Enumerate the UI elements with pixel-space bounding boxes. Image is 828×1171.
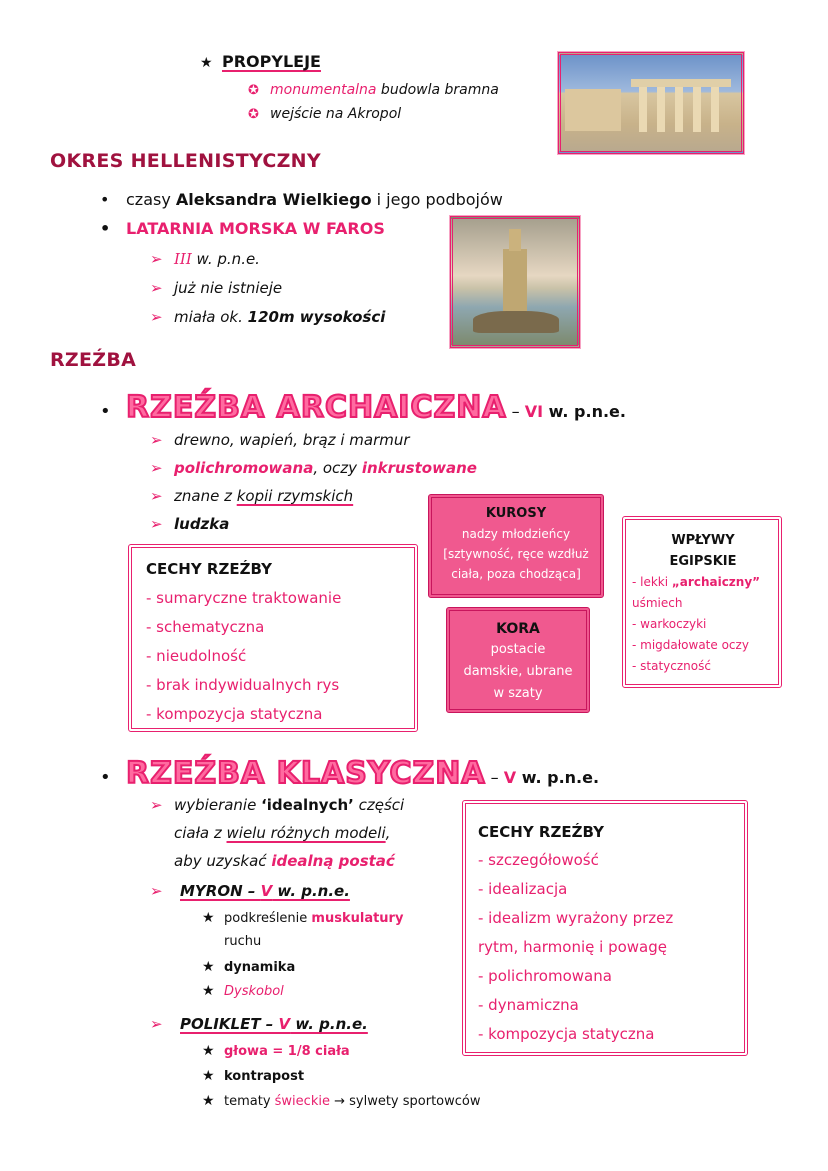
arrow-bullet-icon: ➢ — [150, 882, 163, 900]
archaic-item-3: ➢ znane z kopii rzymskich — [150, 487, 354, 505]
faros-item-2: ➢ już nie istnieje — [150, 279, 283, 297]
flower-bullet-icon: ✪ — [248, 107, 259, 122]
archaic-item-1: ➢ drewno, wapień, brąz i marmur — [150, 431, 410, 449]
propyleje-heading: ★ PROPYLEJE — [200, 52, 321, 71]
arrow-bullet-icon: ➢ — [150, 487, 163, 505]
arrow-bullet-icon: ➢ — [150, 250, 163, 268]
arrow-bullet-icon: ➢ — [150, 515, 163, 533]
archaic-heading: • RZEŹBA ARCHAICZNA – VI w. p.n.e. — [100, 390, 626, 425]
myron-item-1: ★ podkreślenie muskulatury — [202, 910, 404, 926]
section-heading-sculpture: RZEŹBA — [50, 349, 137, 371]
propyleje-item-2: ✪ wejście na Akropol — [248, 106, 402, 122]
myron-item-2: ★ dynamika — [202, 959, 296, 975]
classical-features-box: CECHY RZEŹBY - szczegółowość - idealizacja - idealizm wyrażony przez rytm, harmonię i powagę - polichromowana - dynamiczna - kompozycja statyczna — [462, 800, 748, 1056]
classical-heading: • RZEŹBA KLASYCZNA – V w. p.n.e. — [100, 756, 600, 791]
dot-bullet-icon: • — [100, 401, 111, 422]
flower-bullet-icon: ✪ — [248, 83, 259, 98]
hellenistic-bullet-2: • LATARNIA MORSKA W FAROS — [100, 219, 385, 238]
dot-bullet-icon: • — [100, 190, 110, 209]
star-bullet-icon: ★ — [202, 910, 215, 926]
star-bullet-icon: ★ — [202, 983, 215, 999]
star-bullet-icon: ★ — [200, 55, 213, 71]
pediment — [631, 79, 731, 87]
egyptian-influence-box: WPŁYWY EGIPSKIE - lekki „archaiczny” uśmiech - warkoczyki - migdałowate oczy - statyczność — [622, 516, 782, 688]
poliklet-heading: ➢ POLIKLET – V w. p.n.e. — [150, 1015, 368, 1033]
arrow-bullet-icon: ➢ — [150, 796, 163, 814]
star-bullet-icon: ★ — [202, 1093, 215, 1109]
faros-lighthouse-image — [450, 216, 580, 348]
star-bullet-icon: ★ — [202, 1068, 215, 1084]
arrow-bullet-icon: ➢ — [150, 279, 163, 297]
classical-intro-line-3: aby uzyskać idealną postać — [174, 852, 395, 870]
classical-intro-line-2: ciała z wielu różnych modeli, — [174, 824, 391, 842]
section-heading-hellenistic: OKRES HELLENISTYCZNY — [50, 150, 321, 172]
myron-item-3: ★ Dyskobol — [202, 983, 284, 999]
dot-bullet-icon: • — [100, 219, 111, 238]
faros-item-3: ➢ miała ok. 120m wysokości — [150, 308, 386, 326]
archaic-item-2: ➢ polichromowana, oczy inkrustowane — [150, 459, 477, 477]
poliklet-item-1: ★ głowa = 1/8 ciała — [202, 1043, 350, 1059]
faros-item-1: ➢ III w. p.n.e. — [150, 250, 260, 268]
arrow-bullet-icon: ➢ — [150, 431, 163, 449]
myron-heading: ➢ MYRON – V w. p.n.e. — [150, 882, 350, 900]
archaic-item-4: ➢ ludzka — [150, 515, 230, 533]
kurosy-box: KUROSY nadzy młodzieńcy [sztywność, ręce wzdłuż ciała, poza chodząca] — [428, 494, 604, 598]
poliklet-item-3: ★ tematy świeckie → sylwety sportowców — [202, 1093, 481, 1109]
propyleje-photo — [558, 52, 744, 154]
kora-box: KORA postacie damskie, ubrane w szaty — [446, 607, 590, 713]
dot-bullet-icon: • — [100, 767, 111, 788]
arrow-bullet-icon: ➢ — [150, 308, 163, 326]
star-bullet-icon: ★ — [202, 1043, 215, 1059]
arrow-bullet-icon: ➢ — [150, 1015, 163, 1033]
myron-item-1-cont: ruchu — [224, 934, 262, 949]
star-bullet-icon: ★ — [202, 959, 215, 975]
classical-intro-line-1: ➢ wybieranie ‘idealnych’ części — [150, 796, 405, 814]
hellenistic-bullet-1: • czasy Aleksandra Wielkiego i jego podbojów — [100, 190, 503, 209]
propyleje-item-1: ✪ monumentalna budowla bramna — [248, 82, 499, 98]
archaic-features-box: CECHY RZEŹBY - sumaryczne traktowanie - schematyczna - nieudolność - brak indywidualnych rys - kompozycja statyczna — [128, 544, 418, 732]
arrow-bullet-icon: ➢ — [150, 459, 163, 477]
poliklet-item-2: ★ kontrapost — [202, 1068, 305, 1084]
